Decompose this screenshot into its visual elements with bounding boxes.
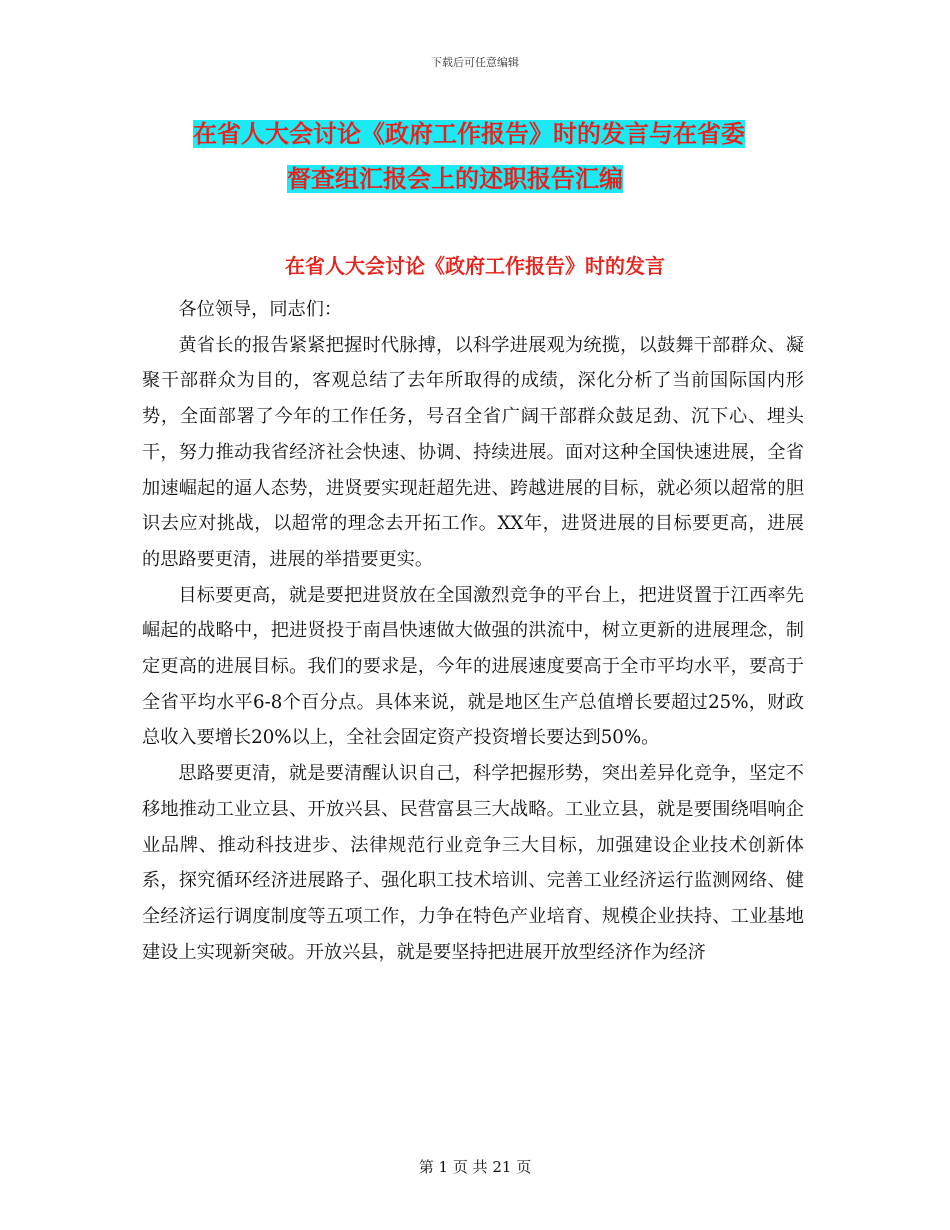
salutation: 各位领导，同志们： [178, 299, 343, 320]
page-number: 第 1 页 共 21 页 [418, 1158, 532, 1176]
paragraph: 黄省长的报告紧紧把握时代脉搏，以科学进展观为统揽，以鼓舞干部群众、凝聚干部群众为目的，客观总结了去年所取得的成绩，深化分析了当前国际国内形势，全面部署了今年的工作任务，号召全省广阔干部群众鼓足劲、沉下心、埋头干，努力推动我省经济社会快速、协调、持续进展。面对这种全国快速进展，全省加速崛起的逼人态势，进贤要实现赶超先进、跨越进展的目标，就必须以超常的胆识去应对挑战，以超常的理念去开拓工作。XX年，进贤进展的目标要更高，进展的思路要更清，进展的举措要更实。 [142, 334, 804, 570]
document-title [140, 112, 810, 202]
section-title: 在省人大会讨论《政府工作报告》时的发言 [285, 254, 665, 278]
header-note: 下载后可任意编辑 [431, 56, 519, 69]
body-text [142, 292, 804, 970]
paragraph: 目标要更高，就是要把进贤放在全国激烈竞争的平台上，把进贤置于江西率先崛起的战略中，把进贤投于南昌快速做大做强的洪流中，树立更新的进展理念，制定更高的进展目标。我们的要求是，今年的进展速度要高于全市平均水平，要高于全省平均水平6-8个百分点。具体来说，就是地区生产总值增长要超过25%，财政总收入要增长20%以上，全社会固定资产投资增长要达到50%。 [142, 584, 804, 749]
title-line-1: 在省人大会讨论《政府工作报告》时的发言与在省委 [193, 120, 745, 148]
title-line-2: 督查组汇报会上的述职报告汇编 [287, 165, 623, 193]
paragraph: 思路要更清，就是要清醒认识自己，科学把握形势，突出差异化竞争，坚定不移地推动工业立县、开放兴县、民营富县三大战略。工业立县，就是要围绕唱响企业品牌、推动科技进步、法律规范行业竞争三大目标，加强建设企业技术创新体系，探究循环经济进展路子、强化职工技术培训、完善工业经济运行监测网络、健全经济运行调度制度等五项工作，力争在特色产业培育、规模企业扶持、工业基地建设上实现新突破。开放兴县，就是要坚持把进展开放型经济作为经济 [142, 763, 804, 963]
